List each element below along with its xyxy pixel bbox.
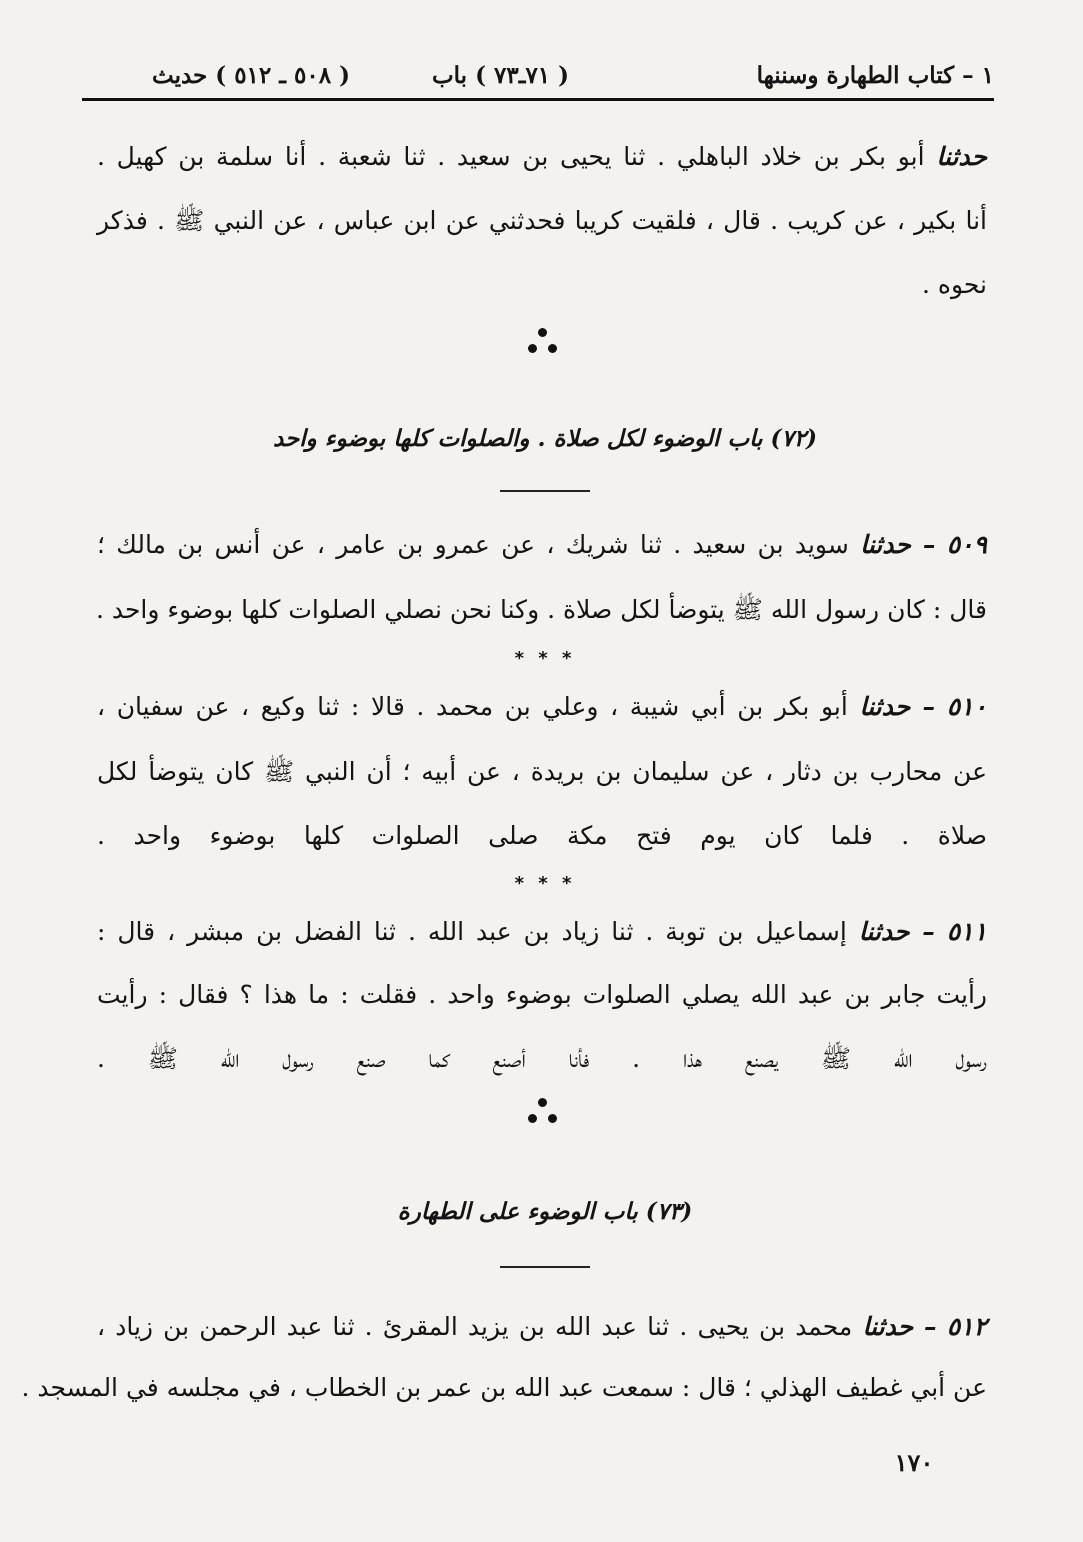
separator-stars: * * * — [514, 648, 576, 669]
chapter-rule — [500, 1266, 590, 1268]
hadith-lead-word: حدثنا — [858, 917, 910, 946]
hadith-lead-word: حدثنا — [859, 692, 911, 721]
hadith-text: سويد بن سعيد . ثنا شريك ، عن عمرو بن عامر ، عن أنس بن مالك ؛ — [97, 530, 849, 559]
text-line: قال : كان رسول الله ﷺ يتوضأ لكل صلاة . وكنا نحن نصلي الصلوات كلها بوضوء واحد . — [95, 595, 987, 624]
text-line: أنا بكير ، عن كريب . قال ، فلقيت كريبا فحدثني عن ابن عباس ، عن النبي ﷺ . فذكر — [97, 206, 987, 235]
section-ornament — [523, 1098, 563, 1128]
hadith-text: أبو بكر بن أبي شيبة ، وعلي بن محمد . قالا : ثنا وكيع ، عن سفيان ، — [97, 692, 848, 721]
running-head-bab-range: ( ٧١ـ٧٣ ) باب — [432, 62, 570, 89]
section-ornament — [523, 328, 563, 358]
hadith-511-line: ٥١١ – حدثنا إسماعيل بن توبة . ثنا زياد بن عبد الله . ثنا الفضل بن مبشر ، قال : — [97, 917, 987, 946]
hadith-number: ٥١١ — [946, 917, 987, 946]
running-head — [82, 58, 994, 98]
page-number: ١٧٠ — [894, 1448, 934, 1477]
hadith-text: إسماعيل بن توبة . ثنا زياد بن عبد الله . ثنا الفضل بن مبشر ، قال : — [97, 917, 847, 946]
hadith-number: ٥١٢ — [946, 1312, 987, 1341]
hadith-text: محمد بن يحيى . ثنا عبد الله بن يزيد المقرئ . ثنا عبد الرحمن بن زياد ، — [97, 1312, 853, 1341]
running-head-book: ١ – كتاب الطهارة وسننها — [756, 62, 994, 89]
hadith-lead-word: حدثنا — [936, 142, 988, 171]
text-line: رأيت جابر بن عبد الله يصلي الصلوات بوضوء واحد . فقلت : ما هذا ؟ فقال : رأيت — [97, 980, 987, 1009]
hadith-512-line: ٥١٢ – حدثنا محمد بن يحيى . ثنا عبد الله بن يزيد المقرئ . ثنا عبد الرحمن بن زياد ، — [97, 1312, 987, 1341]
header-rule — [82, 98, 994, 101]
hadith-number: ٥٠٩ — [946, 530, 987, 559]
text-line: رسول الله ﷺ يصنع هذا . فأنا أصنع كما صنع رسول الله ﷺ . — [97, 1044, 987, 1073]
hadith-lead-word: حدثنا — [862, 1312, 914, 1341]
text-line — [97, 140, 987, 174]
chapter-heading: (٧٣) باب الوضوء على الطهارة — [397, 1198, 693, 1225]
hadith-lead-word: حدثنا — [860, 530, 911, 559]
text-line: عن أبي غطيف الهذلي ؛ قال : سمعت عبد الله بن عمر بن الخطاب ، في مجلسه في المسجد . — [21, 1373, 987, 1402]
chapter-heading: (٧٢) باب الوضوء لكل صلاة . والصلوات كلها بوضوء واحد — [272, 425, 818, 452]
running-head-hadith-range: ( ٥٠٨ ـ ٥١٢ ) حديث — [152, 62, 350, 89]
hadith-number: ٥١٠ — [946, 692, 987, 721]
text-line: نحوه . — [921, 270, 987, 299]
separator-stars: * * * — [514, 873, 576, 894]
chapter-rule — [500, 490, 590, 492]
hadith-text: أبو بكر بن خلاد الباهلي . ثنا يحيى بن سعيد . ثنا شعبة . أنا سلمة بن كهيل . — [97, 142, 925, 171]
hadith-509-line: ٥٠٩ – حدثنا سويد بن سعيد . ثنا شريك ، عن عمرو بن عامر ، عن أنس بن مالك ؛ — [97, 530, 987, 559]
hadith-510-line: ٥١٠ – حدثنا أبو بكر بن أبي شيبة ، وعلي بن محمد . قالا : ثنا وكيع ، عن سفيان ، — [97, 692, 987, 721]
text-line: صلاة . فلما كان يوم فتح مكة صلى الصلوات كلها بوضوء واحد . — [97, 821, 987, 850]
text-line: عن محارب بن دثار ، عن سليمان بن بريدة ، عن أبيه ؛ أن النبي ﷺ كان يتوضأ لكل — [97, 757, 987, 786]
